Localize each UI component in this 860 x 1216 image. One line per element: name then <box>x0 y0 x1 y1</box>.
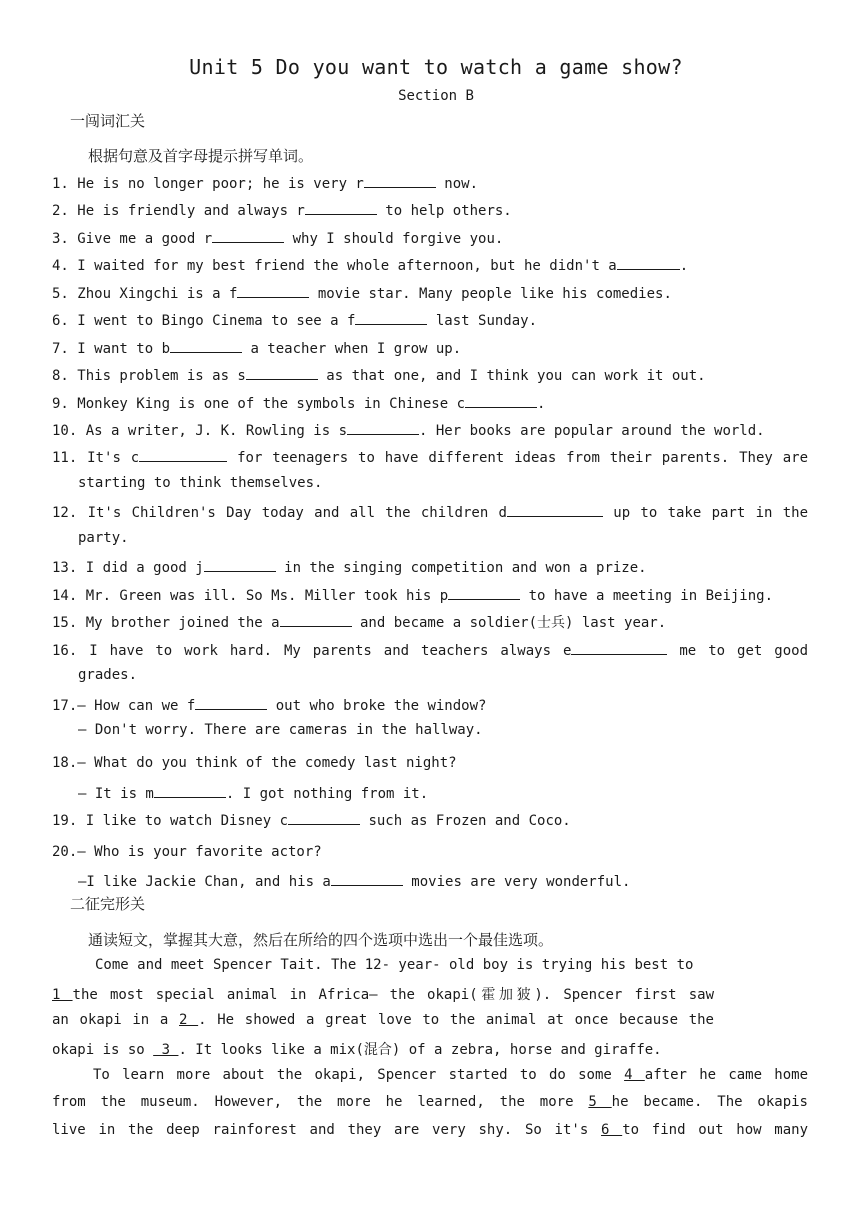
question-item: 16. I have to work hard. My parents and teachers always e me to get good <box>52 640 808 659</box>
blank-number[interactable]: 4 <box>624 1067 645 1083</box>
passage-line: an okapi in a 2 . He showed a great love to the animal at once because the <box>52 1012 714 1028</box>
question-item: 1. He is no longer poor; he is very r now. <box>52 173 478 192</box>
question-item-continued: — Don't worry. There are cameras in the hallway. <box>78 722 483 738</box>
question-item-continued: starting to think themselves. <box>78 475 323 491</box>
question-item-continued: party. <box>78 530 129 546</box>
answer-blank[interactable] <box>246 365 318 380</box>
question-item: 5. Zhou Xingchi is a f movie star. Many people like his comedies. <box>52 283 672 302</box>
answer-blank[interactable] <box>139 447 227 462</box>
answer-blank[interactable] <box>355 310 427 325</box>
question-item: 14. Mr. Green was ill. So Ms. Miller took his p to have a meeting in Beijing. <box>52 585 773 604</box>
answer-blank[interactable] <box>237 283 309 298</box>
passage-line: okapi is so 3 . It looks like a mix(混合) of a zebra, horse and giraffe. <box>52 1042 662 1058</box>
blank-number[interactable]: 3 <box>153 1042 179 1058</box>
page-title: Unit 5 Do you want to watch a game show? <box>189 55 683 79</box>
section-subtitle: Section B <box>398 88 474 104</box>
question-item: 11. It's c for teenagers to have different ideas from their parents. They are <box>52 447 808 466</box>
answer-blank[interactable] <box>448 585 520 600</box>
question-item: 18.— What do you think of the comedy last night? <box>52 755 457 771</box>
question-item: 13. I did a good j in the singing competition and won a prize. <box>52 557 647 576</box>
question-item: 3. Give me a good r why I should forgive you. <box>52 228 503 247</box>
part1-heading: 一闯词汇关 <box>70 112 146 130</box>
question-item: 6. I went to Bingo Cinema to see a f last Sunday. <box>52 310 537 329</box>
answer-blank[interactable] <box>280 612 352 627</box>
question-item: 7. I want to b a teacher when I grow up. <box>52 338 461 357</box>
answer-blank[interactable] <box>571 640 667 655</box>
passage-line: 1 the most special animal in Africa— the okapi(霍加狓). Spencer first saw <box>52 987 714 1003</box>
question-item-continued: grades. <box>78 667 138 683</box>
part2-instruction: 通读短文，掌握其大意，然后在所给的四个选项中选出一个最佳选项。 <box>88 931 554 949</box>
passage-line: Come and meet Spencer Tait. The 12- year- old boy is trying his best to <box>95 957 694 973</box>
question-item: 17.— How can we f out who broke the window? <box>52 695 486 714</box>
question-item: 10. As a writer, J. K. Rowling is s . Her books are popular around the world. <box>52 420 765 439</box>
part1-instruction: 根据句意及首字母提示拼写单词。 <box>88 147 314 165</box>
blank-number[interactable]: 1 <box>52 987 73 1003</box>
question-item: 12. It's Children's Day today and all the children d up to take part in the <box>52 502 808 521</box>
part2-heading: 二征完形关 <box>70 895 146 913</box>
passage-line: from the museum. However, the more he learned, the more 5 he became. The okapis <box>52 1094 808 1110</box>
question-item: 4. I waited for my best friend the whole afternoon, but he didn't a . <box>52 255 688 274</box>
question-item: 8. This problem is as s as that one, and I think you can work it out. <box>52 365 706 384</box>
answer-blank[interactable] <box>288 810 360 825</box>
answer-blank[interactable] <box>305 200 377 215</box>
question-item: 15. My brother joined the a and became a soldier(士兵) last year. <box>52 612 666 632</box>
blank-number[interactable]: 5 <box>588 1094 612 1110</box>
passage-line: To learn more about the okapi, Spencer started to do some 4 after he came home <box>93 1067 809 1083</box>
answer-blank[interactable] <box>212 228 284 243</box>
answer-blank[interactable] <box>507 502 603 517</box>
answer-blank[interactable] <box>347 420 419 435</box>
answer-blank[interactable] <box>364 173 436 188</box>
question-item: 2. He is friendly and always r to help others. <box>52 200 512 219</box>
answer-blank[interactable] <box>195 695 267 710</box>
answer-blank[interactable] <box>154 783 226 798</box>
blank-number[interactable]: 6 <box>601 1122 623 1138</box>
question-item: 9. Monkey King is one of the symbols in Chinese c . <box>52 393 545 412</box>
question-item: 20.— Who is your favorite actor? <box>52 844 322 860</box>
answer-blank[interactable] <box>204 557 276 572</box>
answer-blank[interactable] <box>465 393 537 408</box>
passage-line: live in the deep rainforest and they are very shy. So it's 6 to find out how many <box>52 1122 809 1138</box>
question-item-reply: —I like Jackie Chan, and his a movies are very wonderful. <box>78 871 630 890</box>
blank-number[interactable]: 2 <box>179 1012 199 1028</box>
answer-blank[interactable] <box>617 255 680 270</box>
question-item: 19. I like to watch Disney c such as Frozen and Coco. <box>52 810 571 829</box>
question-item-reply: — It is m . I got nothing from it. <box>78 783 428 802</box>
answer-blank[interactable] <box>331 871 403 886</box>
answer-blank[interactable] <box>170 338 242 353</box>
